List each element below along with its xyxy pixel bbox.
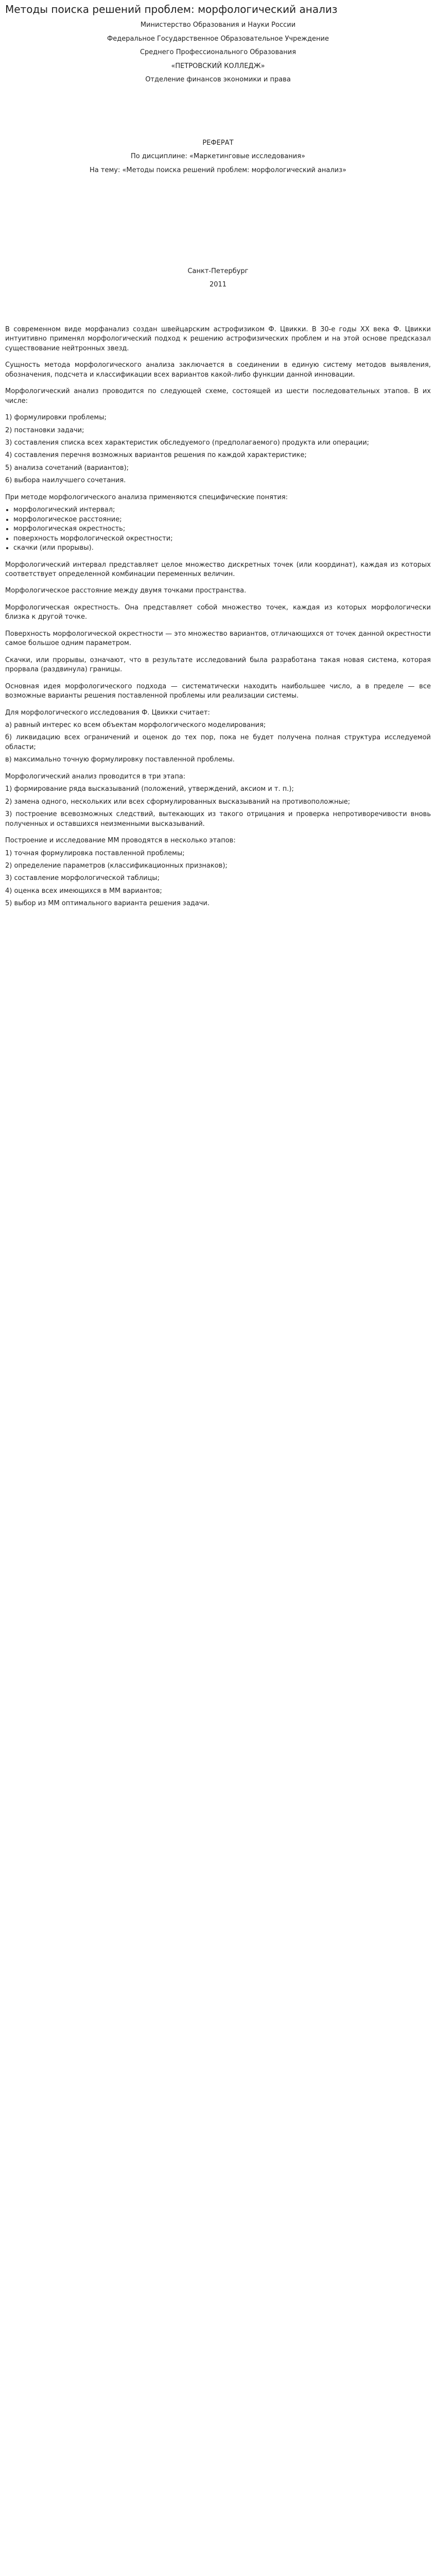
paragraph-neighbourhood: Морфологическая окрестность. Она представляет собой множество точек, каждая из которых морфологически близка к другой точке.: [5, 603, 431, 621]
paragraph-jumps: Скачки, или прорывы, означают, что в результате исследований была разработана такая новая система, которая прорвала (раздвинула) границы.: [5, 656, 431, 674]
step-item: 3) составление морфологической таблицы;: [5, 874, 160, 883]
stage-item: 5) анализа сочетаний (вариантов);: [5, 464, 129, 472]
essay-body: [5, 325, 431, 909]
stage-item: 2) постановки задачи;: [5, 426, 84, 434]
procedure-item: 3) построение всевозможных следствий, вытекающих из такого отрицания и проверка непротиворечивости вновь полученных и оставшихся неизменными высказываний.: [5, 810, 431, 828]
procedure-item: 2) замена одного, нескольких или всех сформулированных высказываний на противоположные;: [5, 798, 351, 806]
discipline-line: По дисциплине: «Маркетинговые исследования»: [131, 152, 305, 161]
document-title: Методы поиска решений проблем: морфологический анализ: [5, 3, 338, 15]
paragraph-goals-intro: Для морфологического исследования Ф. Цвикки считает:: [5, 708, 210, 717]
year: 2011: [209, 281, 227, 289]
city: Санкт-Петербург: [187, 267, 249, 276]
paragraph-procedure-intro: Морфологический анализ проводится в три этапа:: [5, 772, 186, 781]
city-year: [5, 267, 431, 290]
concepts-list: [5, 505, 431, 553]
paragraph-interval: Морфологический интервал представляет целое множество дискретных точек (или координат), каждая из которых соответствует определенной комбинации переменных величин.: [5, 561, 431, 578]
goal-item: б) ликвидацию всех ограничений и оценок до тех пор, пока не будет получена полная структура исследуемой области;: [5, 734, 431, 751]
stage-item: 4) составления перечня возможных вариантов решения по каждой характеристике;: [5, 451, 307, 460]
college-name: «ПЕТРОВСКИЙ КОЛЛЕДЖ»: [171, 62, 265, 70]
agency-line: Федеральное Государственное Образовательное Учреждение: [107, 35, 329, 43]
work-type: РЕФЕРАТ: [202, 139, 234, 147]
list-item: • поверхность морфологической окрестности;: [13, 534, 431, 544]
stage-item: 1) формулировки проблемы;: [5, 414, 107, 422]
paragraph-steps-intro: Построение и исследование ММ проводятся в несколько этапов:: [5, 837, 236, 845]
spacer: [5, 179, 431, 267]
list-item: • морфологический интервал;: [13, 505, 431, 515]
list-item: • скачки (или прорывы).: [13, 544, 431, 553]
paragraph-concepts-intro: При методе морфологического анализа применяются специфические понятия:: [5, 493, 288, 501]
spacer: [5, 89, 431, 139]
stage-item: 3) составления списка всех характеристик обследуемого (предполагаемого) продукта или операции;: [5, 439, 370, 447]
list-item: • морфологическая окрестность;: [13, 524, 431, 534]
education-level-line: Среднего Профессионального Образования: [139, 48, 297, 57]
paragraph-surface: Поверхность морфологической окрестности — это множество вариантов, отличающихся от точек данной окрестности самое большое одним параметром.: [5, 630, 431, 648]
paragraph-stages-intro: Морфологический анализ проводится по следующей схеме, состоящей из шести последовательных этапов. В их числе:: [5, 387, 431, 405]
spacer: [5, 294, 431, 325]
ministry-line: Министерство Образования и Науки России: [140, 21, 296, 29]
paragraph-principles-intro: Основная идея морфологического подхода — систематически находить наибольшее число, а в пределе — все возможные варианты решения поставленной проблемы или реализации системы.: [5, 682, 431, 700]
paragraph-distance: Морфологическое расстояние между двумя точками пространства.: [5, 587, 247, 595]
paragraph-intro: В современном виде морфанализ создан швейцарским астрофизиком Ф. Цвикки. В 30-е годы XX века Ф. Цвикки интуитивно применял морфологический подход к решению астрофизических проблем и на этой основе предсказал существование нейтронных звезд.: [5, 325, 431, 352]
step-item: 1) точная формулировка поставленной проблемы;: [5, 849, 185, 857]
topic-line: На тему: «Методы поиска решений проблем: морфологический анализ»: [90, 166, 346, 174]
title-page-header: [5, 21, 431, 84]
step-item: 2) определение параметров (классификационных признаков);: [5, 861, 228, 870]
procedure-item: 1) формирование ряда высказываний (положений, утверждений, аксиом и т. п.);: [5, 785, 294, 793]
goal-item: а) равный интерес ко всем объектам морфологического моделирования;: [5, 721, 266, 729]
stage-item: 6) выбора наилучшего сочетания.: [5, 477, 126, 485]
work-info: [5, 139, 431, 175]
remaining-document-area: [5, 916, 431, 2576]
goal-item: в) максимально точную формулировку поставленной проблемы.: [5, 756, 235, 764]
step-item: 5) выбор из ММ оптимального варианта решения задачи.: [5, 900, 210, 908]
department-line: Отделение финансов экономики и права: [145, 76, 291, 84]
list-item: • морфологическое расстояние;: [13, 515, 431, 524]
paragraph-essence: Сущность метода морфологического анализа заключается в соединении в единую систему методов выявления, обозначения, подсчета и классификации всех вариантов какой-либо функции данной инновации.: [5, 361, 431, 379]
step-item: 4) оценка всех имеющихся в ММ вариантов;: [5, 887, 162, 895]
